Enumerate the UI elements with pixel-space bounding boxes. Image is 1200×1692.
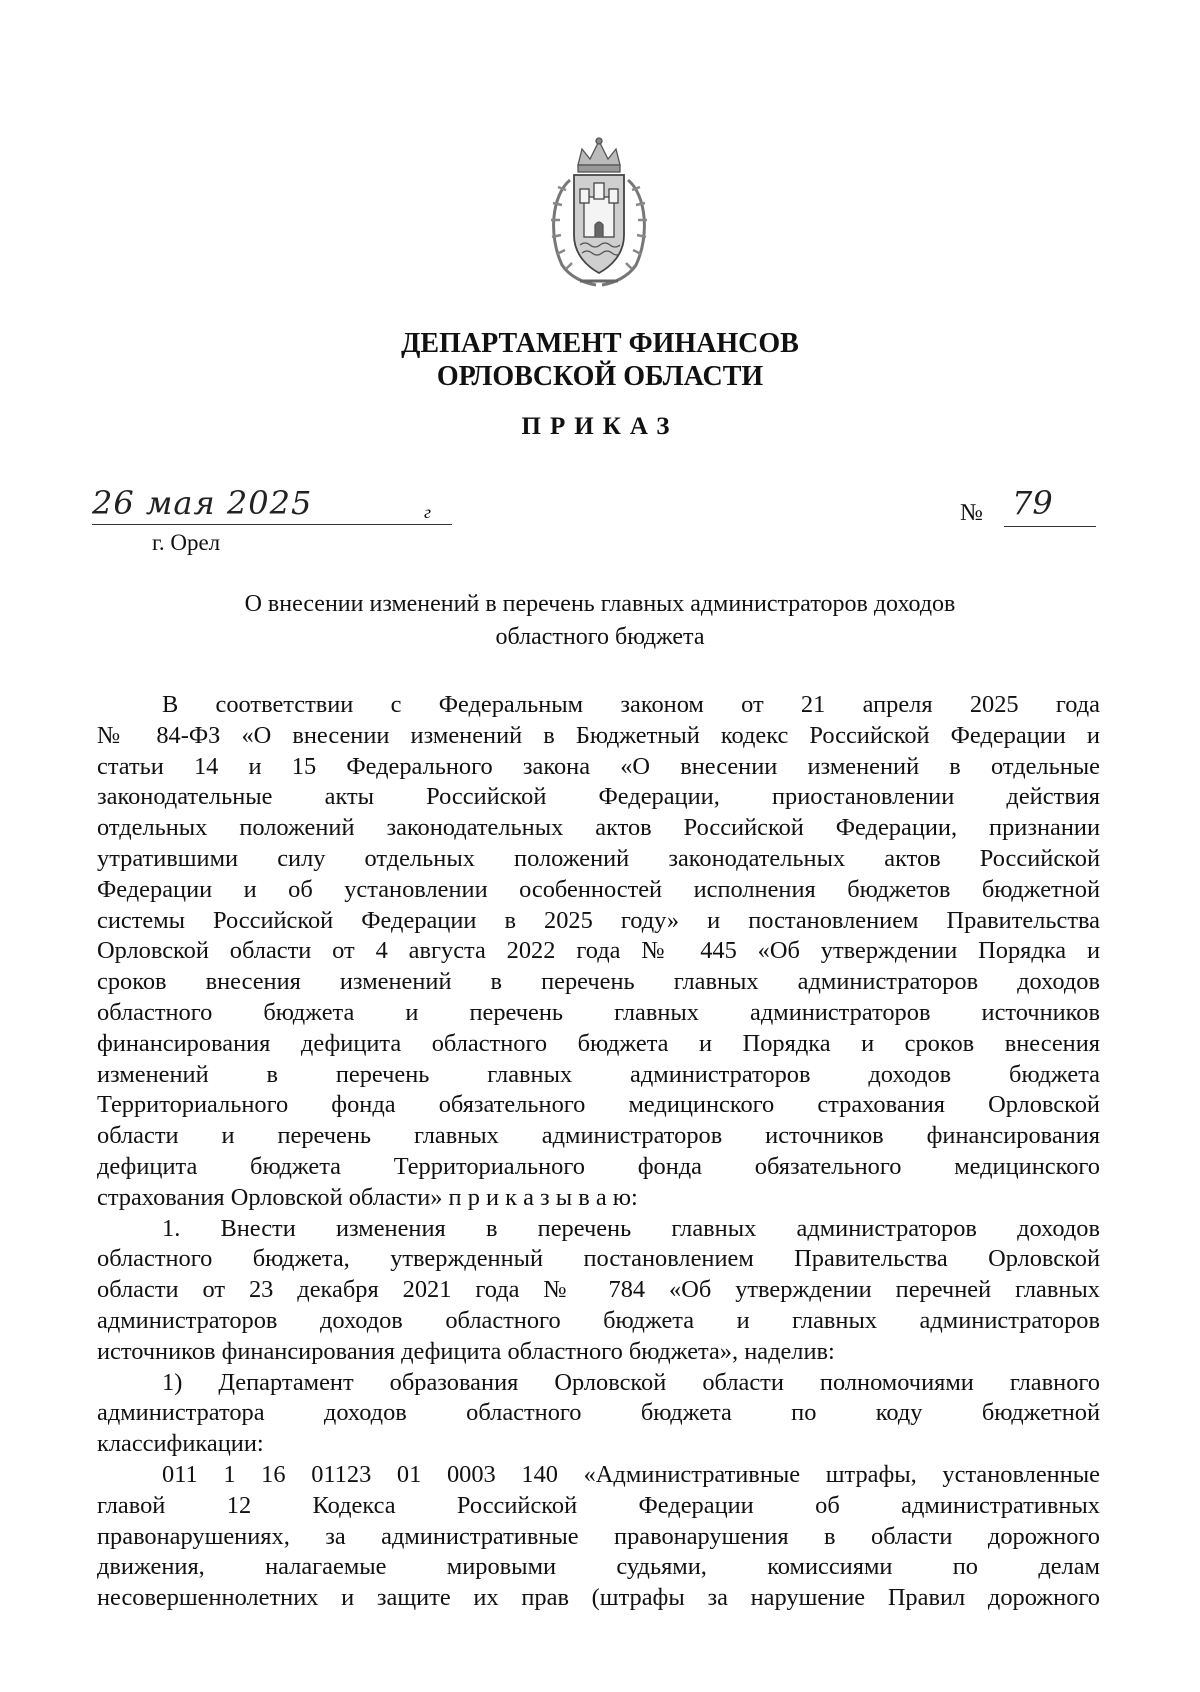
body-line: страхования Орловской области» п р и к а з ы в а ю: [97, 1183, 638, 1211]
body-line: № 84-ФЗ «О внесении изменений в Бюджетный кодекс Российской Федерации и [97, 721, 1100, 749]
body-line: движения, налагаемые мировыми судьями, комиссиями по делам [97, 1553, 1100, 1581]
body-line: законодательные акты Российской Федерации, приостановлении действия [97, 783, 1100, 811]
date-underline [92, 524, 452, 525]
body-line: администратора доходов областного бюджета по коду бюджетной [97, 1399, 1100, 1427]
order-number-underline [1004, 526, 1096, 527]
department-name-line2: ОРЛОВСКОЙ ОБЛАСТИ [436, 361, 764, 392]
body-line: отдельных положений законодательных актов Российской Федерации, признании [97, 814, 1100, 842]
order-body [97, 690, 1100, 1614]
body-line: 1. Внести изменения в перечень главных администраторов доходов [162, 1214, 1100, 1242]
body-line: дефицита бюджета Территориального фонда обязательного медицинского [97, 1152, 1100, 1180]
body-line: 1) Департамент образования Орловской области полномочиями главного [162, 1368, 1100, 1396]
body-line: источников финансирования дефицита областного бюджета», наделив: [97, 1337, 835, 1365]
subject-line2: областного бюджета [495, 624, 705, 650]
body-line: статьи 14 и 15 Федерального закона «О внесении изменений в отдельные [97, 752, 1100, 780]
body-line: области от 23 декабря 2021 года № 784 «Об утверждении перечней главных [97, 1276, 1100, 1304]
body-line: главой 12 Кодекса Российской Федерации об административных [97, 1491, 1100, 1519]
body-line: 011 1 16 01123 01 0003 140 «Административные штрафы, установленные [162, 1460, 1100, 1488]
body-line: классификации: [97, 1430, 264, 1458]
body-line: финансирования дефицита областного бюджета и Порядка и сроков внесения [97, 1029, 1100, 1057]
subject-line1: О внесении изменений в перечень главных администраторов доходов [244, 591, 956, 617]
body-line: администраторов доходов областного бюджета и главных администраторов [97, 1306, 1100, 1334]
body-line: областного бюджета и перечень главных администраторов источников [97, 998, 1100, 1026]
body-line: Орловской области от 4 августа 2022 года № 445 «Об утверждении Порядка и [97, 937, 1100, 965]
handwritten-order-number: 79 [1012, 484, 1053, 522]
body-line: сроков внесения изменений в перечень главных администраторов доходов [97, 968, 1100, 996]
department-name-line1: ДЕПАРТАМЕНТ ФИНАНСОВ [401, 328, 799, 359]
body-line: несовершеннолетних и защите их прав (штрафы за нарушение Правил дорожного [97, 1584, 1100, 1612]
body-line: правонарушениях, за административные правонарушения в области дорожного [97, 1522, 1100, 1550]
order-number-label: № [960, 500, 983, 526]
body-line: В соответствии с Федеральным законом от 21 апреля 2025 года [162, 691, 1100, 718]
body-line: системы Российской Федерации в 2025 году» и постановлением Правительства [97, 906, 1100, 934]
orel-oblast-coat-of-arms-icon [540, 135, 658, 290]
city-label: г. Орел [152, 530, 221, 555]
body-line: изменений в перечень главных администраторов доходов бюджета [97, 1060, 1100, 1088]
body-line: Федерации и об установлении особенностей исполнения бюджетов бюджетной [97, 875, 1100, 903]
order-subject [0, 588, 1200, 654]
date-suffix: г [424, 502, 432, 522]
body-line: областного бюджета, утвержденный постановлением Правительства Орловской [97, 1245, 1100, 1273]
handwritten-date: 26 мая 2025 [92, 484, 313, 522]
document-type-title: ПРИКАЗ [521, 413, 679, 440]
body-line: утратившими силу отдельных положений законодательных актов Российской [97, 844, 1100, 872]
body-line: области и перечень главных администраторов источников финансирования [97, 1122, 1100, 1150]
body-line: Территориального фонда обязательного медицинского страхования Орловской [97, 1091, 1100, 1119]
